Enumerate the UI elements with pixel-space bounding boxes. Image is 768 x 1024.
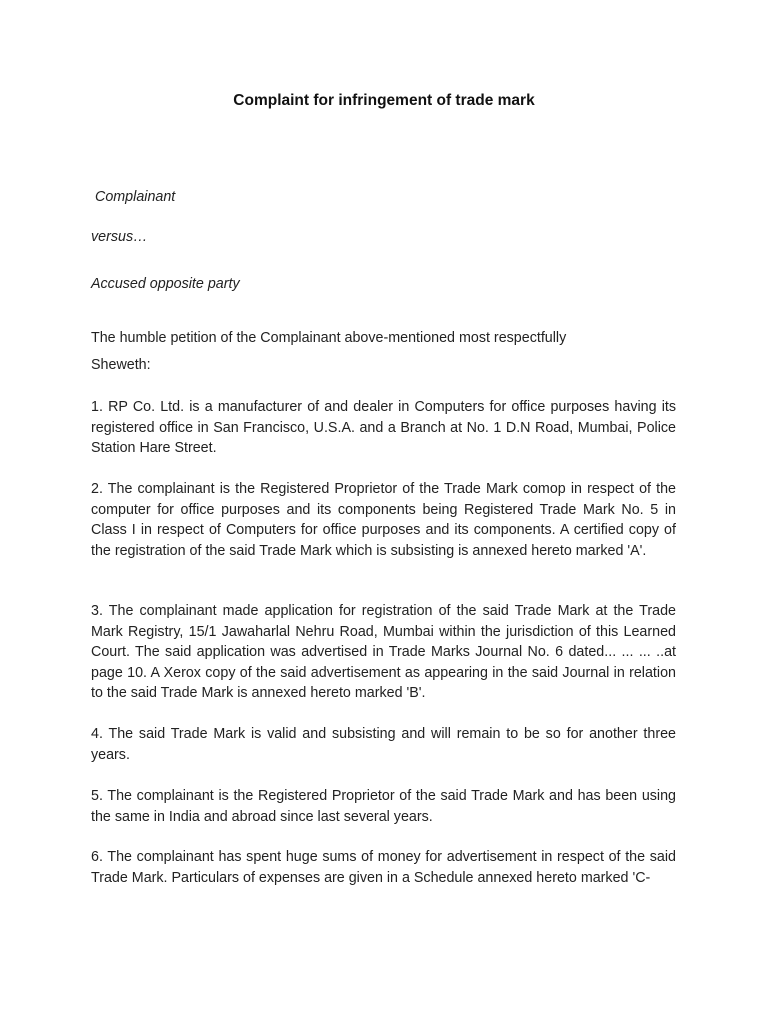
document-title: Complaint for infringement of trade mark bbox=[233, 92, 535, 109]
accused-label: Accused opposite party bbox=[91, 276, 240, 292]
paragraph-3: 3. The complainant made application for registration of the said Trade Mark at the Trade Mark Registry, 15/1 Jawaharlal Nehru Road, Mumbai within the jurisdiction of this Learned Court. The said application was advertised in Trade Marks Journal No. 6 dated... ... ... ..at page 10. A Xerox copy of the said advertisement as appearing in the said Journal in relation to the said Trade Mark is annexed hereto marked 'B'. bbox=[91, 603, 676, 702]
paragraph-6: 6. The complainant has spent huge sums of money for advertisement in respect of the said Trade Mark. Particulars of expenses are given in a Schedule annexed hereto marked 'C- bbox=[91, 849, 676, 886]
paragraph-5: 5. The complainant is the Registered Proprietor of the said Trade Mark and has been using the same in India and abroad since last several years. bbox=[91, 788, 676, 825]
complainant-label: Complainant bbox=[95, 189, 176, 205]
paragraph-1: 1. RP Co. Ltd. is a manufacturer of and dealer in Computers for office purposes having its registered office in San Francisco, U.S.A. and a Branch at No. 1 D.N Road, Mumbai, Police Station Hare Street. bbox=[91, 399, 676, 457]
sheweth-heading: Sheweth: bbox=[91, 357, 151, 373]
paragraph-4: 4. The said Trade Mark is valid and subsisting and will remain to be so for another three years. bbox=[91, 726, 676, 763]
versus-label: versus… bbox=[91, 229, 148, 245]
paragraph-2: 2. The complainant is the Registered Proprietor of the Trade Mark comop in respect of the computer for office purposes and its components being Registered Trade Mark No. 5 in Class I in respect of Computers for office purposes and its components. A certified copy of the registration of the said Trade Mark which is subsisting is annexed hereto marked 'A'. bbox=[91, 481, 676, 559]
petition-intro: The humble petition of the Complainant above-mentioned most respectfully bbox=[91, 330, 567, 346]
